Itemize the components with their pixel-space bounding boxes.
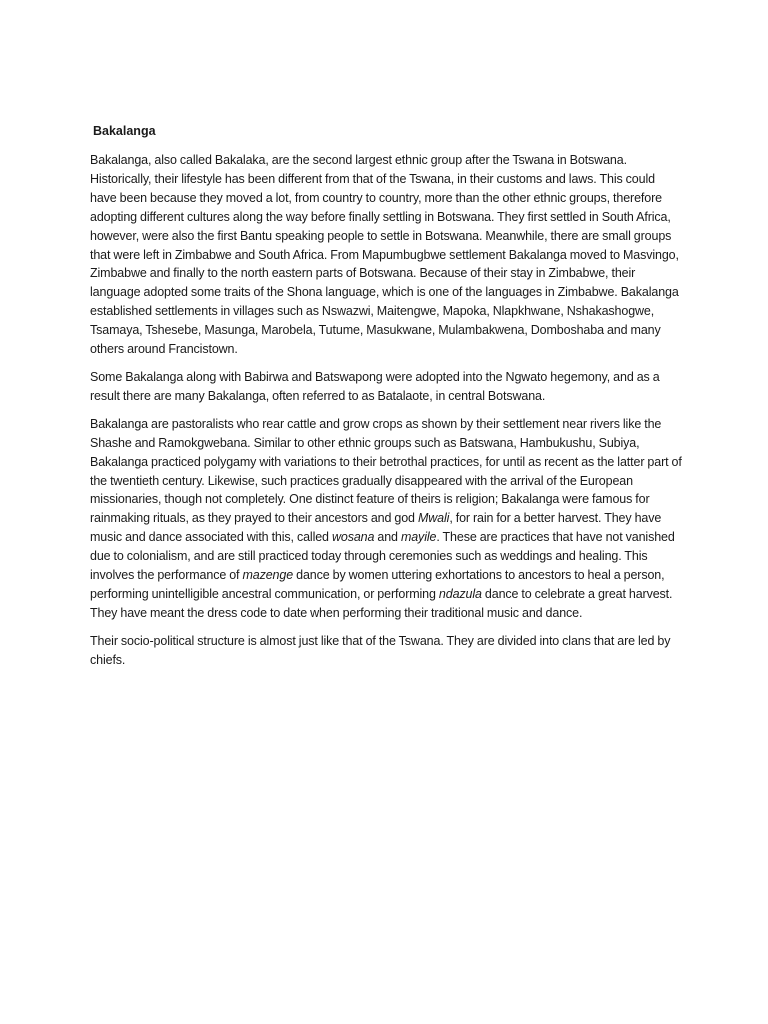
document-title: Bakalanga xyxy=(93,124,156,138)
term-wosana: wosana xyxy=(331,530,375,545)
term-mwali: Mwali xyxy=(417,511,450,526)
paragraph-ngwato: Some Bakalanga along with Babirwa and Batswapong were adopted into the Ngwato hegemony, and as a result there are many Bakalanga, often referred to as Batalaote, in central Botswana. xyxy=(90,369,660,403)
paragraph-origins: Bakalanga, also called Bakalaka, are the second largest ethnic group after the Tswana in Botswana. Historically, their lifestyle has been different from that of the Tswana, in their customs and laws. This could have been because they moved a lot, from country to country, more than the other ethnic groups, therefore adopting different cultures along the way before finally settling in Botswana. They first settled in South Africa, however, were also the first Bantu speaking people to settle in Botswana. Meanwhile, there are small groups that were left in Zimbabwe and South Africa. From Mapumbugbwe settlement Bakalanga moved to Masvingo, Zimbabwe and finally to the north eastern parts of Botswana. Because of their stay in Zimbabwe, their language adopted some traits of the Shona language, which is one of the languages in Zimbabwe. Bakalanga established settlements in villages such as Nswazwi, Maitengwe, Mapoka, Nlapkhwane, Nshakashogwe, Tsamaya, Tshesebe, Masunga, Marobela, Tutume, Masukwane, Mulambakwena, Domboshaba and many others around Francistown. xyxy=(90,153,679,357)
paragraph-politics: Their socio-political structure is almost just like that of the Tswana. They are divided into clans that are led by chiefs. xyxy=(90,633,671,667)
paragraph-culture: Bakalanga are pastoralists who rear cattle and grow crops as shown by their settlement near rivers like the Shashe and Ramokgwebana. Similar to other ethnic groups such as Batswana, Hambukushu, Subiya, Bakalanga practiced polygamy with variations to their betrothal practices, for until as recent as the latter part of the twentieth century. Likewise, such practices gradually disappeared with the arrival of the European missionaries, though not completely. One distinct feature of theirs is religion; Bakalanga were famous for rainmaking rituals, as they prayed to their ancestors and god Mwali, for rain for a better harvest. They have music and dance associated with this, called wosana and mayile. These are practices that have not vanished due to colonialism, and are still practiced today through ceremonies such as weddings and healing. This involves the performance of mazenge dance by women uttering exhortations to ancestors to heal a person, performing unintelligible ancestral communication, or performing ndazula dance to celebrate a great harvest. They have meant the dress code to date when performing their traditional music and dance. xyxy=(90,416,682,620)
term-ndazula: ndazula xyxy=(438,586,482,601)
document-page xyxy=(90,122,682,679)
term-mayile: mayile xyxy=(400,530,437,545)
term-mazenge: mazenge xyxy=(242,568,294,583)
